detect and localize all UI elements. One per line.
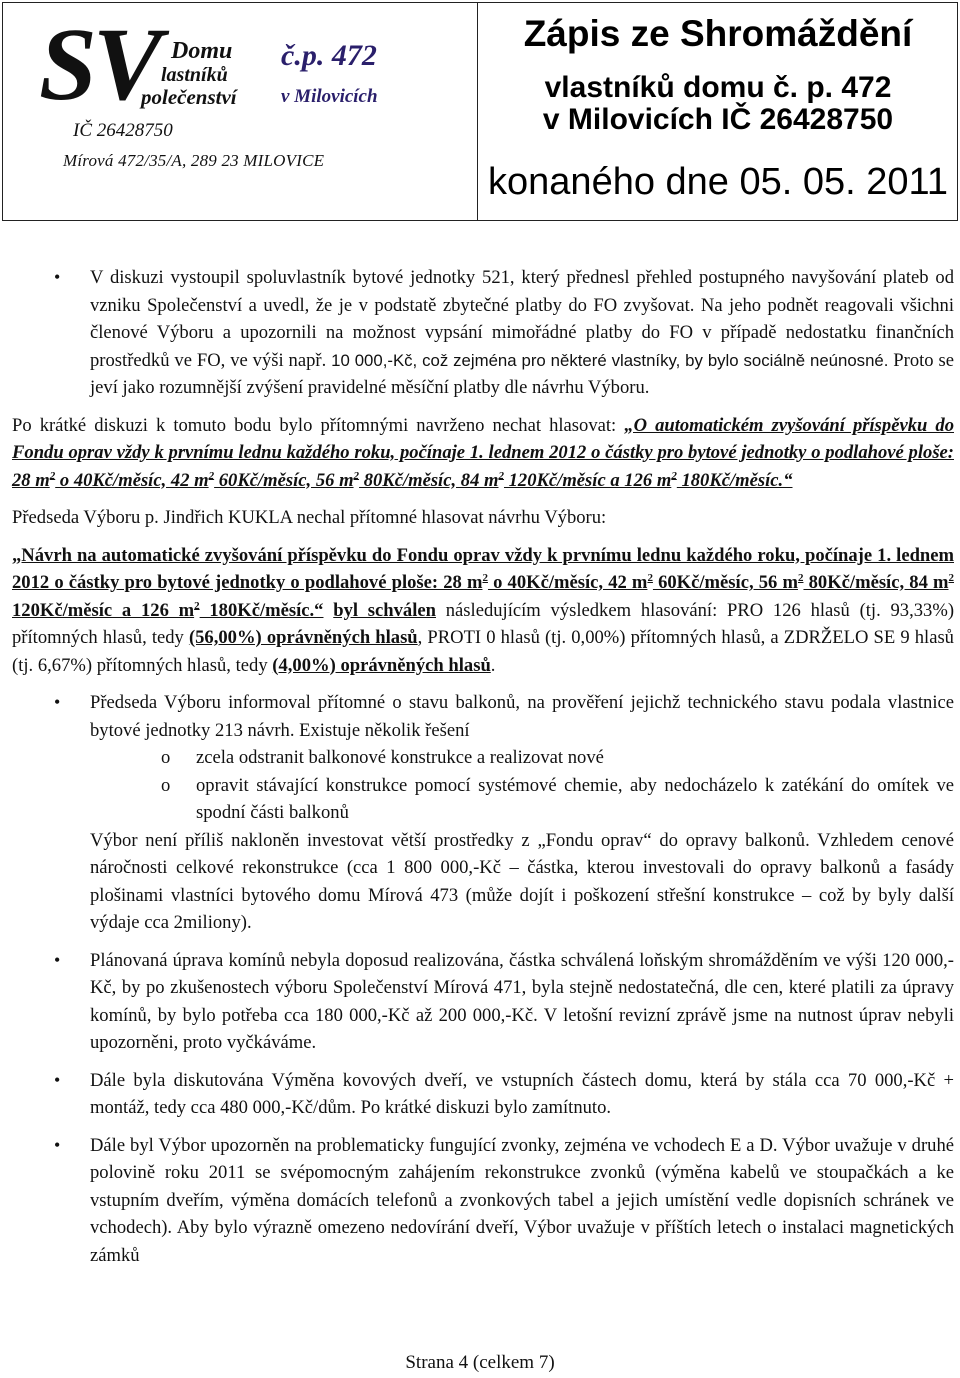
superscript: 2 — [49, 469, 56, 482]
logo-town: v Milovicích — [281, 86, 378, 107]
text-run: Po krátké diskuzi k tomuto bodu bylo přítomnými navrženo nechat hlasovat: — [12, 414, 625, 436]
meeting-date: konaného dne 05. 05. 2011 — [488, 161, 948, 203]
text-run: (4,00%) oprávněných hlasů — [272, 654, 491, 676]
text-run: 10 000,-Kč, což zejména pro některé vlastníky, by bylo sociálně neúnosné. — [331, 350, 889, 370]
superscript: 2 — [482, 571, 488, 584]
text-run: „Návrh na automatické zvyšování příspěvku do Fondu oprav vždy k prvnímu lednu každého roku, počínaje 1. lednem 2012 o částky pro bytové jednotky o podlahové ploše: 28 m — [12, 544, 954, 593]
logo-company-id: IČ 26428750 — [73, 120, 173, 141]
text-run — [323, 600, 333, 621]
list-item-text — [90, 1132, 954, 1270]
text-run: Předseda Výboru informoval přítomné o stavu balkonů, na prověření jejichž technického stavu podala vlastnice bytové jednotky 213 návrh. Existuje několik řešení — [90, 692, 954, 741]
text-run: „O automatickém zvyšování příspěvku do Fondu oprav vždy k prvnímu lednu každého roku, počínaje 1. lednem 2012 o částky pro bytové jednotky o podlahové ploše: 28 m — [12, 414, 954, 491]
text-run: 120Kč/měsíc a 126 m — [12, 599, 195, 621]
circle-bullet-icon: o — [161, 747, 171, 768]
document-subtitle-location: v Milovicích IČ 26428750 — [542, 103, 894, 136]
text-run: V diskuzi vystoupil spoluvlastník bytové jednotky 521, který přednesl přehled postupného navyšování plateb od vzniku Společenství a uvedl, že je v podstatě zbytečné platby do FO zvyšovat. Na jeho podnět reagovali všichni členové Výboru a upozornili na možnost vypsání mimořádné platby do FO v případě nedostatku finančních prostředků ve FO, ve výši např. — [90, 267, 954, 371]
superscript: 2 — [498, 469, 504, 482]
title-block — [479, 3, 957, 220]
text-run: Plánovaná úprava komínů nebyla doposud realizována, částka schválená loňským shromážděním ve výši 120 000,-Kč, by po zkušenostech výboru Společenství Mírová 471, byla stejně nedostatečná, dle cen, které platili za úpravy komínů, by bylo potřeba cca 180 000,-Kč až 200 000,-Kč. V letošní revizní zprávě jsme na nutnost úprav nebyli upozorněni, proto vyčkáváme. — [90, 949, 954, 1053]
list-item-text — [90, 689, 954, 744]
text-run: 80Kč/měsíc, 84 m — [359, 469, 499, 491]
text-run: Výbor není příliš nakloněn investovat větší prostředky z „Fondu oprav“ do opravy balkonů. Vzhledem cenové náročnosti celkové rekonstrukce (cca 1 800 000,-Kč – částka, kterou investovali do opravy balkonů a fasády plošinami vlastníci bytového domu Mírová 473 (může dojít i poškození střešní konstrukce – což by byly další výdaje cca 2miliony). — [90, 829, 954, 933]
page-footer: Strana 4 (celkem 7) — [405, 1352, 555, 1373]
text-run: o 40Kč/měsíc, 42 m — [487, 572, 648, 593]
superscript: 2 — [797, 571, 804, 584]
list-item — [12, 264, 954, 402]
bullet-icon: • — [54, 1134, 61, 1155]
circle-bullet-icon: o — [161, 774, 171, 796]
bullet-icon: • — [54, 692, 61, 712]
text-run: Předseda Výboru p. Jindřich KUKLA nechal přítomné hlasovat návrhu Výboru: — [12, 507, 607, 528]
list-item-text — [90, 827, 954, 937]
list-item — [12, 1132, 954, 1270]
list-item-text — [90, 1067, 954, 1122]
text-run: 180Kč/měsíc.“ — [199, 599, 324, 621]
bullet-icon: • — [54, 267, 61, 287]
bullet-icon: • — [54, 1069, 61, 1090]
text-run: , PROTI 0 hlasů (tj. 0,00%) přítomných hlasů, a ZDRŽELO SE 9 hlasů (tj. 6,67%) přítomných hlasů, tedy — [12, 627, 954, 676]
logo-address: Mírová 472/35/A, 289 23 MILOVICE — [63, 151, 325, 170]
text-run: Dále byl Výbor upozorněn na problematicky fungující zvonky, zejména ve vchodech E a D. Výbor uvažuje v druhé polovině roku 2011 se svépomocným zahájením rekonstrukce zvonků (výměna kabelů ve stoupačkách a ke vstupním dveřím, výměna domácích telefonů a zvonkových tabel a jejich umístění vedle dopisních schránek ve vchodech). Aby bylo výrazně omezeno nedovírání dveří, Výbor uvažuje v příštích letech o instalaci magnetických zámků — [90, 1134, 954, 1266]
superscript: 2 — [948, 571, 954, 584]
text-run: byl schválen — [333, 599, 436, 621]
organization-logo — [3, 3, 478, 220]
sub-list-item-text: opravit stávající konstrukce pomocí systémové chemie, aby nedocházelo k zatékání do omítek ve spodní části balkonů — [196, 774, 954, 823]
text-run: 120Kč/měsíc a 126 m — [503, 469, 672, 491]
superscript: 2 — [647, 571, 653, 584]
list-item — [12, 1067, 954, 1122]
document-header — [2, 2, 958, 221]
text-run: . — [490, 654, 496, 676]
text-run: Dále byla diskutována Výměna kovových dveří, ve vstupních částech domu, která by stála cca 70 000,-Kč + montáž, tedy cca 480 000,-Kč/dům. Po krátké diskuzi bylo zamítnuto. — [90, 1069, 954, 1118]
superscript: 2 — [671, 469, 677, 482]
list-item — [12, 947, 954, 1057]
logo-word-spolecenstvi: polečenství — [141, 85, 237, 109]
document-title: Zápis ze Shromáždění — [523, 13, 913, 54]
list-item-text — [90, 947, 954, 1057]
document-subtitle-owners: vlastníků domu č. p. 472 — [544, 71, 892, 104]
superscript: 2 — [353, 469, 360, 482]
superscript: 2 — [194, 599, 200, 612]
logo-house-number: č.p. 472 — [281, 39, 377, 72]
document-body — [12, 264, 954, 1279]
text-run: (56,00%) oprávněných hlasů — [188, 627, 418, 648]
text-run: 80Kč/měsíc, 84 m — [803, 572, 949, 593]
paragraph — [12, 542, 954, 680]
bullet-icon: • — [54, 949, 61, 970]
logo-word-domu: Domu — [171, 38, 233, 64]
text-run: 60Kč/měsíc, 56 m — [214, 469, 354, 491]
superscript: 2 — [208, 469, 215, 482]
sub-list-item-text: zcela odstranit balkonové konstrukce a realizovat nové — [196, 747, 604, 768]
text-run: následujícím výsledkem hlasování: PRO 126 hlasů (tj. 93,33%) přítomných hlasů, tedy — [12, 599, 955, 648]
paragraph — [12, 412, 954, 495]
list-item-text — [90, 264, 954, 402]
sub-list-item — [90, 744, 954, 772]
text-run: 60Kč/měsíc, 56 m — [652, 572, 798, 593]
logo-word-lastniku: lastníků — [161, 64, 228, 86]
sub-list-item — [90, 772, 954, 827]
paragraph — [12, 504, 954, 532]
list-item — [12, 689, 954, 937]
text-run: 180Kč/měsíc.“ — [676, 469, 793, 491]
text-run: o 40Kč/měsíc, 42 m — [55, 469, 209, 491]
text-run: Proto se jeví jako rozumnější zvýšení pravidelné měsíční platby dle návrhu Výboru. — [90, 349, 954, 398]
logo-monogram: SV — [39, 7, 159, 122]
